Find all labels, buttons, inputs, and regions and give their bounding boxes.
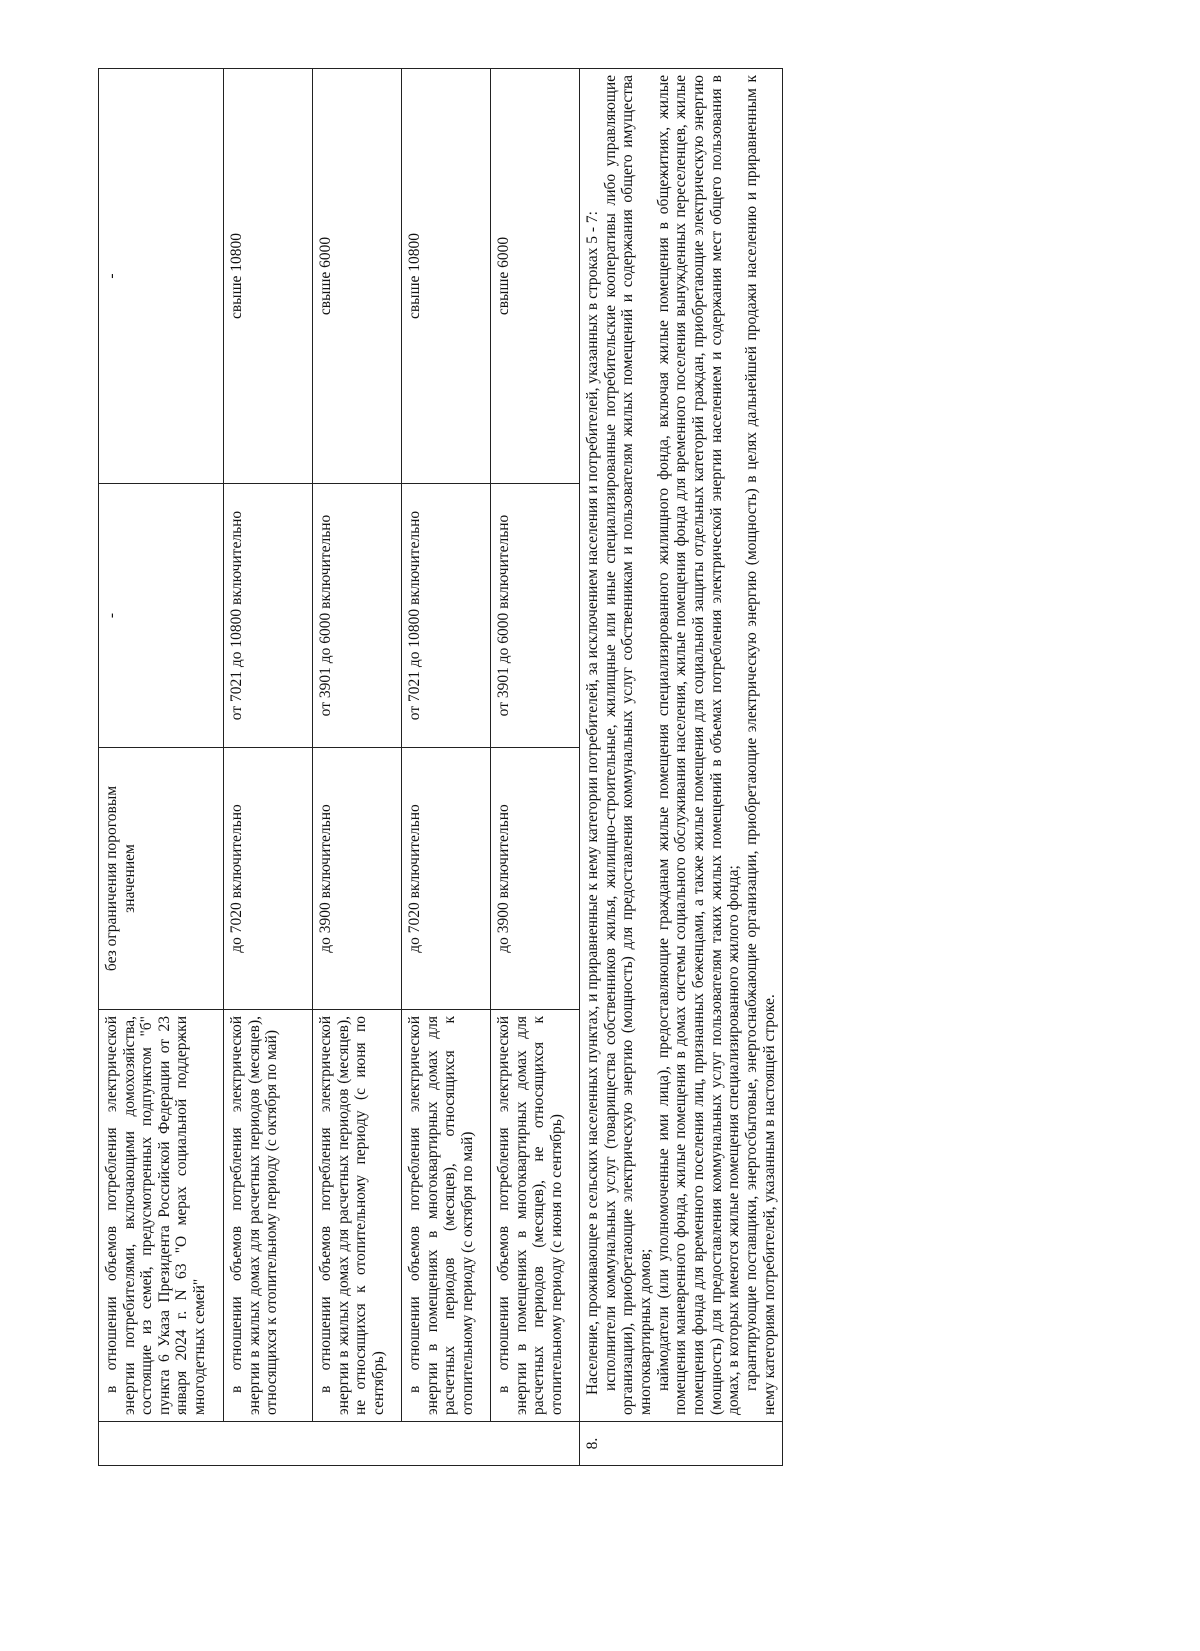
range-2: от 7021 до 10800 включительно	[224, 484, 313, 748]
range-3: -	[99, 69, 224, 484]
range-1: до 3900 включительно	[491, 748, 580, 1010]
table-row	[313, 69, 402, 1466]
row-description: в отношении объемов потребления электрической энергии в жилых домах для расчетных периодов (месяцев), относящихся к отопительному периоду (с октября по май)	[224, 1010, 313, 1422]
tariff-table	[98, 68, 783, 1466]
range-2: от 3901 до 6000 включительно	[491, 484, 580, 748]
range-1: до 3900 включительно	[313, 748, 402, 1010]
row-description: в отношении объемов потребления электрической энергии в помещениях в многоквартирных домах для расчетных периодов (месяцев), не относящихся к отопительному периоду (с июня по сентябрь)	[491, 1010, 580, 1422]
paragraph: Население, проживающее в сельских населенных пунктах, и приравненные к нему категории потребителей, за исключением населения и потребителей, указанных в строках 5 - 7:	[584, 211, 601, 1395]
range-1: до 7020 включительно	[402, 748, 491, 1010]
range-3: свыше 6000	[313, 69, 402, 484]
row-number: 8.	[580, 1422, 783, 1466]
range-1: до 7020 включительно	[224, 748, 313, 1010]
row-8-text	[580, 69, 783, 1422]
row-description: в отношении объемов потребления электрической энергии в жилых домах для расчетных периодов (месяцев), не относящихся к отопительному периоду (с июня по сентябрь)	[313, 1010, 402, 1422]
paragraph: наймодатели (или уполномоченные ими лица), предоставляющие гражданам жилые помещения специализированного жилищного фонда, включая жилые помещения в общежитиях, жилые помещения маневренного фонда, жилые помещения в домах системы социального обслуживания населения, жилые помещения фонда для временного поселения вынужденных переселенцев, жилые помещения фонда для временного поселения лиц, признанных беженцами, а также жилые помещения для социальной защиты отдельных категорий граждан, приобретающие электрическую энергию (мощность) для предоставления коммунальных услуг пользователям таких жилых помещений в объемах потребления электрической энергии населением и содержания мест общего пользования в домах, в которых имеются жилые помещения специализированного жилого фонда;	[654, 75, 743, 1415]
table-row	[99, 69, 224, 1466]
table-row	[402, 69, 491, 1466]
paragraph: гарантирующие поставщики, энергосбытовые, энергоснабжающие организации, приобретающие электрическую энергию (мощность) в целях дальнейшей продажи населению и приравненным к нему категориям потребителей, указанным в настоящей строке.	[742, 75, 778, 1415]
row-number-cell	[99, 1422, 580, 1466]
row-description: в отношении объемов потребления электрической энергии в помещениях в многоквартирных домах для расчетных периодов (месяцев), относящихся к отопительному периоду (с октября по май)	[402, 1010, 491, 1422]
range-1: без ограничения пороговым значением	[99, 748, 224, 1010]
paragraph: исполнители коммунальных услуг (товарищества собственников жилья, жилищно-строительные, жилищные или иные специализированные потребительские кооперативы либо управляющие организации), приобретающие электрическую энергию (мощность) для предоставления коммунальных услуг собственникам и пользователям жилых помещений и содержания общего имущества многоквартирных домов;	[601, 75, 654, 1415]
range-3: свыше 6000	[491, 69, 580, 484]
row-description: в отношении объемов потребления электрической энергии потребителями, включающими домохозяйства, состоящие из семей, предусмотренных подпунктом "б" пункта 6 Указа Президента Российской Федерации от 23 января 2024 г. N 63 "О мерах социальной поддержки многодетных семей"	[99, 1010, 224, 1422]
range-2: от 7021 до 10800 включительно	[402, 484, 491, 748]
rotated-page	[98, 68, 978, 1466]
range-2: от 3901 до 6000 включительно	[313, 484, 402, 748]
range-2: -	[99, 484, 224, 748]
range-3: свыше 10800	[224, 69, 313, 484]
table-row	[224, 69, 313, 1466]
table-row-8	[580, 69, 783, 1466]
range-3: свыше 10800	[402, 69, 491, 484]
table-row	[491, 69, 580, 1466]
